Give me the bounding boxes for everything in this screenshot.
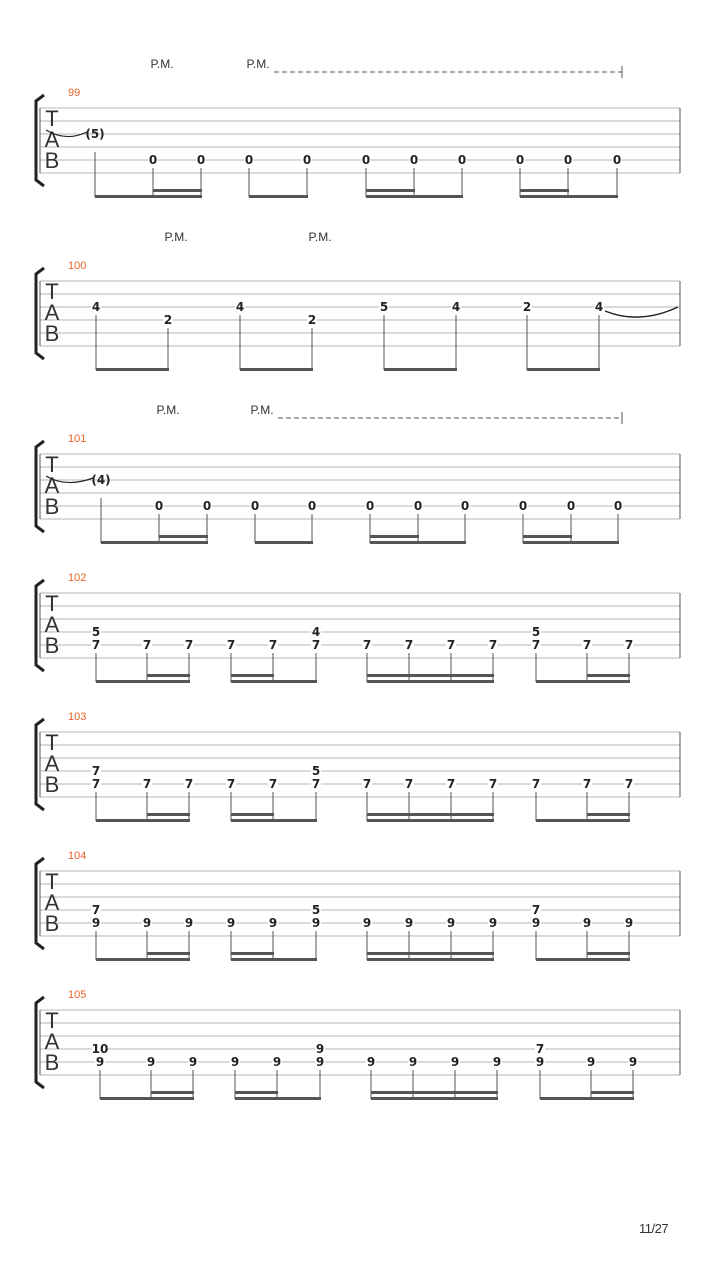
beam [536, 680, 630, 683]
fret-number: 9 [450, 1055, 460, 1069]
fret-number: 7 [268, 777, 278, 791]
tab-clef-letter: A [44, 612, 60, 637]
fret-number: 7 [311, 638, 321, 652]
secondary-beam [409, 813, 452, 816]
fret-number: 2 [522, 300, 532, 314]
page-number: 11/27 [639, 1221, 669, 1236]
beam [367, 958, 494, 961]
beam [370, 541, 466, 544]
secondary-beam [451, 952, 494, 955]
measure-number: 104 [68, 850, 87, 862]
tab-system [36, 403, 680, 544]
beam [371, 1097, 498, 1100]
fret-number: 0 [361, 153, 371, 167]
fret-number: 0 [365, 499, 375, 513]
fret-number: 0 [460, 499, 470, 513]
fret-number: 0 [154, 499, 164, 513]
fret-number: 9 [531, 916, 541, 930]
fret-number: 9 [230, 1055, 240, 1069]
measure-number: 105 [68, 989, 87, 1001]
secondary-beam [587, 952, 630, 955]
tab-system [36, 989, 680, 1100]
fret-number: 0 [566, 499, 576, 513]
fret-number: 5 [91, 625, 101, 639]
fret-number: 7 [404, 638, 414, 652]
fret-number: 0 [518, 499, 528, 513]
fret-number: 7 [184, 638, 194, 652]
tab-clef-letter: B [44, 633, 60, 658]
secondary-beam [231, 813, 274, 816]
tab-system [36, 572, 680, 683]
tab-clef-letter: T [45, 730, 59, 755]
beam [235, 1097, 321, 1100]
secondary-beam [231, 674, 274, 677]
fret-number: 0 [202, 499, 212, 513]
tab-clef-letter: B [44, 321, 60, 346]
fret-number: 7 [488, 638, 498, 652]
beam [523, 541, 619, 544]
beam [536, 958, 630, 961]
tab-clef-letter: T [45, 106, 59, 131]
fret-number: 7 [488, 777, 498, 791]
palm-mute-label: P.M. [308, 230, 332, 244]
tab-system [36, 711, 680, 822]
fret-number: 7 [226, 638, 236, 652]
fret-number: 9 [142, 916, 152, 930]
fret-number: 9 [315, 1055, 325, 1069]
fret-number: 7 [531, 903, 541, 917]
palm-mute-label: P.M. [250, 403, 274, 417]
fret-number: 0 [612, 153, 622, 167]
beam [367, 819, 494, 822]
fret-number: 9 [315, 1042, 325, 1056]
fret-number: 2 [163, 313, 173, 327]
secondary-beam [371, 1091, 414, 1094]
beam [540, 1097, 634, 1100]
fret-number: 5 [311, 764, 321, 778]
fret-number: 7 [446, 638, 456, 652]
secondary-beam [591, 1091, 634, 1094]
fret-number: 9 [268, 916, 278, 930]
fret-number: 10 [91, 1042, 109, 1056]
beam [536, 819, 630, 822]
secondary-beam [147, 674, 190, 677]
secondary-beam [523, 535, 572, 538]
fret-number: 7 [624, 638, 634, 652]
fret-number: 4 [451, 300, 461, 314]
tab-clef-letter: T [45, 452, 59, 477]
fret-number: 9 [628, 1055, 638, 1069]
fret-number: 2 [307, 313, 317, 327]
palm-mute-label: P.M. [164, 230, 188, 244]
fret-number: 9 [535, 1055, 545, 1069]
fret-number: 9 [146, 1055, 156, 1069]
tab-system [36, 57, 680, 198]
secondary-beam [451, 674, 494, 677]
fret-number: 4 [91, 300, 101, 314]
secondary-beam [151, 1091, 194, 1094]
fret-number: 7 [91, 903, 101, 917]
fret-number: 7 [446, 777, 456, 791]
fret-number: 5 [531, 625, 541, 639]
fret-number: 9 [624, 916, 634, 930]
fret-number: 7 [184, 777, 194, 791]
tab-clef-letter: B [44, 1050, 60, 1075]
fret-number: 7 [531, 638, 541, 652]
tab-clef-letter: T [45, 279, 59, 304]
fret-number: 7 [226, 777, 236, 791]
fret-number: 7 [582, 638, 592, 652]
fret-number: 7 [91, 638, 101, 652]
fret-number: 9 [404, 916, 414, 930]
measure-number: 103 [68, 711, 87, 723]
beam [96, 958, 190, 961]
tab-clef-letter: T [45, 591, 59, 616]
tab-system [36, 850, 680, 961]
secondary-beam [370, 535, 419, 538]
measure-number: 102 [68, 572, 87, 584]
fret-number: 4 [235, 300, 245, 314]
fret-number: 9 [408, 1055, 418, 1069]
tab-clef-letter: T [45, 869, 59, 894]
secondary-beam [367, 813, 410, 816]
tab-system [36, 230, 680, 371]
tab-clef-letter: A [44, 473, 60, 498]
fret-number: 7 [311, 777, 321, 791]
fret-number: 0 [457, 153, 467, 167]
secondary-beam [409, 952, 452, 955]
secondary-beam [520, 189, 569, 192]
fret-number: 0 [148, 153, 158, 167]
measure-number: 99 [68, 87, 81, 99]
secondary-beam [231, 952, 274, 955]
beam [231, 680, 317, 683]
fret-number: 0 [307, 499, 317, 513]
beam [367, 680, 494, 683]
secondary-beam [367, 952, 410, 955]
fret-number: 0 [250, 499, 260, 513]
fret-number: 7 [535, 1042, 545, 1056]
tab-clef-letter: A [44, 127, 60, 152]
fret-number: 0 [613, 499, 623, 513]
beam [231, 958, 317, 961]
fret-number: 7 [142, 777, 152, 791]
tied-fret-number: (5) [85, 127, 105, 141]
fret-number: 0 [302, 153, 312, 167]
beam [100, 1097, 194, 1100]
beam [96, 680, 190, 683]
fret-number: 9 [184, 916, 194, 930]
fret-number: 7 [91, 764, 101, 778]
fret-number: 9 [226, 916, 236, 930]
fret-number: 0 [196, 153, 206, 167]
tab-clef-letter: A [44, 751, 60, 776]
tab-clef-letter: A [44, 1029, 60, 1054]
beam [520, 195, 618, 198]
beam [101, 541, 208, 544]
secondary-beam [159, 535, 208, 538]
beam [96, 819, 190, 822]
fret-number: 9 [272, 1055, 282, 1069]
beam [249, 195, 308, 198]
tab-clef-letter: B [44, 148, 60, 173]
fret-number: 9 [311, 916, 321, 930]
secondary-beam [147, 952, 190, 955]
palm-mute-label: P.M. [156, 403, 180, 417]
measure-number: 100 [68, 260, 87, 272]
fret-number: 9 [366, 1055, 376, 1069]
fret-number: 9 [91, 916, 101, 930]
tied-fret-number: (4) [91, 473, 111, 487]
beam [95, 195, 202, 198]
tab-clef-letter: A [44, 300, 60, 325]
tab-clef-letter: A [44, 890, 60, 915]
fret-number: 9 [582, 916, 592, 930]
secondary-beam [451, 813, 494, 816]
fret-number: 7 [362, 638, 372, 652]
palm-mute-label: P.M. [150, 57, 174, 71]
secondary-beam [153, 189, 202, 192]
beam [366, 195, 463, 198]
fret-number: 9 [488, 916, 498, 930]
fret-number: 7 [91, 777, 101, 791]
tab-clef-letter: B [44, 772, 60, 797]
fret-number: 5 [311, 903, 321, 917]
fret-number: 9 [188, 1055, 198, 1069]
measure-number: 101 [68, 433, 87, 445]
fret-number: 9 [446, 916, 456, 930]
fret-number: 7 [404, 777, 414, 791]
secondary-beam [367, 674, 410, 677]
fret-number: 5 [379, 300, 389, 314]
fret-number: 7 [362, 777, 372, 791]
fret-number: 7 [268, 638, 278, 652]
beam [96, 368, 169, 371]
fret-number: 0 [244, 153, 254, 167]
fret-number: 9 [95, 1055, 105, 1069]
fret-number: 9 [492, 1055, 502, 1069]
secondary-beam [587, 674, 630, 677]
palm-mute-label: P.M. [246, 57, 270, 71]
tab-clef-letter: B [44, 494, 60, 519]
secondary-beam [366, 189, 415, 192]
secondary-beam [235, 1091, 278, 1094]
fret-number: 9 [586, 1055, 596, 1069]
secondary-beam [587, 813, 630, 816]
tab-clef-letter: T [45, 1008, 59, 1033]
tie-arc [605, 307, 678, 317]
tab-clef-letter: B [44, 911, 60, 936]
fret-number: 7 [624, 777, 634, 791]
beam [231, 819, 317, 822]
beam [255, 541, 313, 544]
fret-number: 7 [142, 638, 152, 652]
secondary-beam [409, 674, 452, 677]
fret-number: 0 [515, 153, 525, 167]
beam [384, 368, 457, 371]
beam [240, 368, 313, 371]
fret-number: 0 [409, 153, 419, 167]
secondary-beam [413, 1091, 456, 1094]
fret-number: 4 [594, 300, 604, 314]
fret-number: 0 [413, 499, 423, 513]
beam [527, 368, 600, 371]
fret-number: 4 [311, 625, 321, 639]
fret-number: 9 [362, 916, 372, 930]
secondary-beam [147, 813, 190, 816]
fret-number: 0 [563, 153, 573, 167]
fret-number: 7 [582, 777, 592, 791]
secondary-beam [455, 1091, 498, 1094]
fret-number: 7 [531, 777, 541, 791]
